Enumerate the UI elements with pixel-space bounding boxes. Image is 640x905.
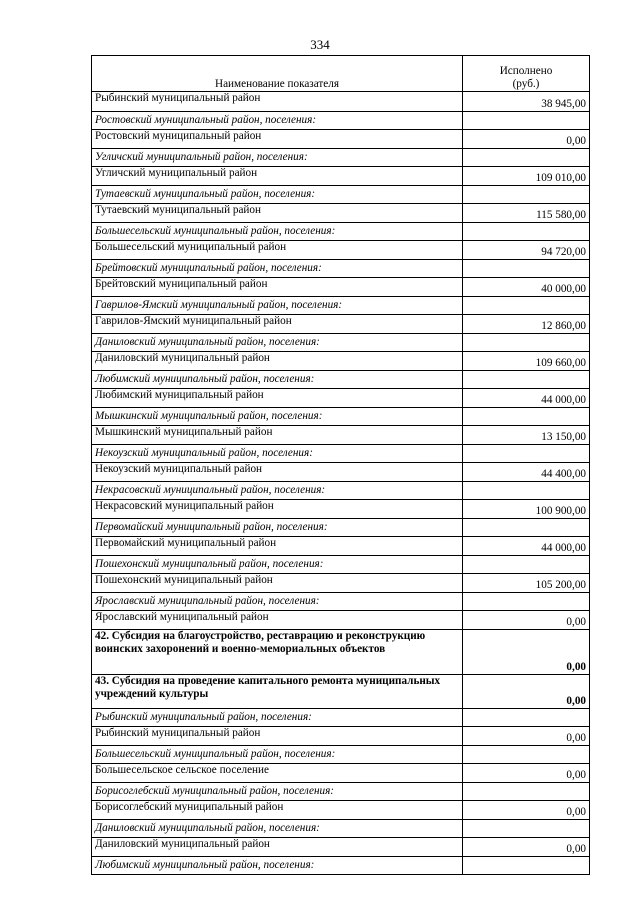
header-value-line2: (руб.) [512, 78, 540, 90]
row-value: 13 150,00 [463, 426, 590, 445]
table-row [92, 149, 590, 167]
row-name: Некрасовский муниципальный район, поселения: [92, 482, 463, 500]
row-value: 12 860,00 [463, 315, 590, 334]
row-value: 0,00 [463, 630, 590, 675]
row-value [463, 223, 590, 241]
row-name: Рыбинский муниципальный район [92, 92, 463, 112]
row-name: Гаврилов-Ямский муниципальный район [92, 315, 463, 334]
table-row [92, 334, 590, 352]
row-name: Некрасовский муниципальный район [92, 500, 463, 519]
row-name: 43. Субсидия на проведение капитального ремонта муниципальных учреждений культуры [92, 675, 463, 709]
row-name: 42. Субсидия на благоустройство, реставрацию и реконструкцию воинских захоронений и военно-мемориальных объектов [92, 630, 463, 675]
table-row [92, 408, 590, 426]
row-value: 0,00 [463, 675, 590, 709]
table-row [92, 783, 590, 801]
row-name: Даниловский муниципальный район [92, 352, 463, 371]
row-value [463, 820, 590, 838]
row-name: Мышкинский муниципальный район [92, 426, 463, 445]
row-value: 0,00 [463, 727, 590, 746]
table-row [92, 278, 590, 297]
row-name: Некоузский муниципальный район, поселения: [92, 445, 463, 463]
row-value: 115 580,00 [463, 204, 590, 223]
row-name: Угличский муниципальный район, поселения: [92, 149, 463, 167]
row-name: Некоузский муниципальный район [92, 463, 463, 482]
table-row [92, 92, 590, 112]
row-name: Мышкинский муниципальный район, поселения: [92, 408, 463, 426]
row-name: Первомайский муниципальный район, поселения: [92, 519, 463, 537]
table-row [92, 445, 590, 463]
row-name: Тутаевский муниципальный район [92, 204, 463, 223]
row-name: Борисоглебский муниципальный район [92, 801, 463, 820]
table-row [92, 389, 590, 408]
row-value [463, 783, 590, 801]
row-value: 109 660,00 [463, 352, 590, 371]
row-value: 44 400,00 [463, 463, 590, 482]
table-row [92, 167, 590, 186]
table-row [92, 223, 590, 241]
table-row [92, 801, 590, 820]
row-value [463, 371, 590, 389]
row-value: 0,00 [463, 801, 590, 820]
row-value [463, 260, 590, 278]
table-row [92, 611, 590, 630]
table-header-row [92, 56, 590, 92]
row-value [463, 297, 590, 315]
row-value [463, 445, 590, 463]
table-row [92, 186, 590, 204]
row-name: Тутаевский муниципальный район, поселения: [92, 186, 463, 204]
row-value: 40 000,00 [463, 278, 590, 297]
table-row [92, 426, 590, 445]
table-row [92, 500, 590, 519]
row-value [463, 186, 590, 204]
table-row [92, 519, 590, 537]
table-row [92, 112, 590, 130]
row-name: Ростовский муниципальный район, поселения: [92, 112, 463, 130]
row-value: 0,00 [463, 838, 590, 857]
row-value: 38 945,00 [463, 92, 590, 112]
row-value [463, 857, 590, 875]
table-row [92, 130, 590, 149]
row-name: Брейтовский муниципальный район, поселения: [92, 260, 463, 278]
table-row [92, 593, 590, 611]
row-name: Даниловский муниципальный район, поселения: [92, 334, 463, 352]
row-name: Большесельский муниципальный район, поселения: [92, 223, 463, 241]
row-name: Борисоглебский муниципальный район, поселения: [92, 783, 463, 801]
row-value [463, 334, 590, 352]
row-name: Большесельское сельское поселение [92, 764, 463, 783]
table-row [92, 574, 590, 593]
row-name: Угличский муниципальный район [92, 167, 463, 186]
row-name: Даниловский муниципальный район [92, 838, 463, 857]
table-row [92, 838, 590, 857]
row-value [463, 149, 590, 167]
row-name: Пошехонский муниципальный район [92, 574, 463, 593]
row-name: Большесельский муниципальный район [92, 241, 463, 260]
header-name: Наименование показателя [92, 56, 463, 92]
report-table [91, 55, 590, 875]
table-row [92, 204, 590, 223]
row-name: Ростовский муниципальный район [92, 130, 463, 149]
table-row [92, 709, 590, 727]
row-value: 0,00 [463, 764, 590, 783]
table-row [92, 352, 590, 371]
row-name: Любимский муниципальный район, поселения: [92, 371, 463, 389]
page-number: 334 [310, 37, 330, 52]
row-name: Пошехонский муниципальный район, поселения: [92, 556, 463, 574]
row-value [463, 709, 590, 727]
row-value: 109 010,00 [463, 167, 590, 186]
row-value: 94 720,00 [463, 241, 590, 260]
row-name: Брейтовский муниципальный район [92, 278, 463, 297]
row-value: 100 900,00 [463, 500, 590, 519]
header-value [463, 56, 590, 92]
row-name: Любимский муниципальный район, поселения: [92, 857, 463, 875]
row-name: Ярославский муниципальный район [92, 611, 463, 630]
table-row [92, 764, 590, 783]
table-row [92, 675, 590, 709]
table-row [92, 556, 590, 574]
row-value [463, 593, 590, 611]
row-name: Рыбинский муниципальный район [92, 727, 463, 746]
row-value: 0,00 [463, 611, 590, 630]
row-name: Рыбинский муниципальный район, поселения: [92, 709, 463, 727]
row-value: 0,00 [463, 130, 590, 149]
row-value [463, 556, 590, 574]
row-name: Ярославский муниципальный район, поселения: [92, 593, 463, 611]
header-value-line1: Исполнено [499, 65, 553, 77]
table-row [92, 727, 590, 746]
row-name: Большесельский муниципальный район, поселения: [92, 746, 463, 764]
table-row [92, 820, 590, 838]
row-value [463, 482, 590, 500]
row-value: 44 000,00 [463, 389, 590, 408]
row-value: 44 000,00 [463, 537, 590, 556]
table-row [92, 463, 590, 482]
row-name: Первомайский муниципальный район [92, 537, 463, 556]
row-name: Даниловский муниципальный район, поселения: [92, 820, 463, 838]
table-row [92, 241, 590, 260]
row-value: 105 200,00 [463, 574, 590, 593]
table-body [92, 92, 590, 875]
table-row [92, 260, 590, 278]
row-value [463, 112, 590, 130]
row-value [463, 746, 590, 764]
table-row [92, 371, 590, 389]
table-row [92, 315, 590, 334]
table-row [92, 297, 590, 315]
row-name: Гаврилов-Ямский муниципальный район, поселения: [92, 297, 463, 315]
table-row [92, 857, 590, 875]
table-row [92, 482, 590, 500]
row-value [463, 519, 590, 537]
table-row [92, 746, 590, 764]
row-name: Любимский муниципальный район [92, 389, 463, 408]
row-value [463, 408, 590, 426]
table-row [92, 537, 590, 556]
table-row [92, 630, 590, 675]
